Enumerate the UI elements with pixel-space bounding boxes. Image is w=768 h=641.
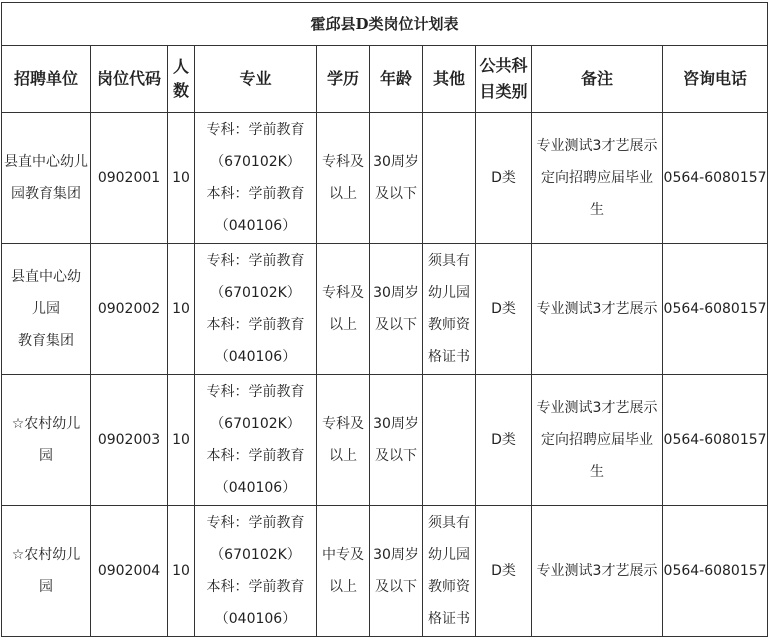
cell-major-line: （670102K） xyxy=(210,547,301,563)
cell-age-line: 30周岁 xyxy=(373,416,419,432)
cell-unit xyxy=(2,244,91,375)
cell-phone: 0564-6080157 xyxy=(663,244,768,375)
cell-other xyxy=(423,244,476,375)
cell-remark-line: 生 xyxy=(590,464,604,480)
cell-edu xyxy=(317,113,370,244)
cell-major-line: 专科：学前教育 xyxy=(206,515,305,531)
cell-major xyxy=(195,244,317,375)
cell-other-line: 教师资 xyxy=(428,317,470,333)
table-title: 霍邱县D类岗位计划表 xyxy=(2,3,768,46)
cell-age-line: 及以下 xyxy=(375,317,417,333)
cell-major xyxy=(195,375,317,506)
cell-edu xyxy=(317,375,370,506)
cell-edu-line: 以上 xyxy=(329,186,357,202)
cell-remark xyxy=(532,506,663,637)
cell-count: 10 xyxy=(168,113,195,244)
cell-remark xyxy=(532,113,663,244)
cell-edu-line: 以上 xyxy=(329,579,357,595)
cell-category: D类 xyxy=(476,113,532,244)
cell-unit xyxy=(2,113,91,244)
cell-count: 10 xyxy=(168,244,195,375)
cell-remark xyxy=(532,244,663,375)
cell-age xyxy=(370,113,423,244)
cell-phone: 0564-6080157 xyxy=(663,375,768,506)
cell-other-line: 幼儿园 xyxy=(428,285,470,301)
col-header-category-text: 公共科目类别 xyxy=(479,56,528,101)
col-header-major: 专业 xyxy=(195,46,317,113)
cell-remark-line: 专业测试3才艺展示 xyxy=(536,138,658,154)
cell-edu-line: 专科及 xyxy=(322,285,364,301)
cell-other-line: 格证书 xyxy=(428,349,470,365)
cell-category: D类 xyxy=(476,375,532,506)
cell-age xyxy=(370,244,423,375)
cell-major-line: 专科：学前教育 xyxy=(206,122,305,138)
cell-code: 0902003 xyxy=(91,375,168,506)
cell-phone: 0564-6080157 xyxy=(663,506,768,637)
cell-count: 10 xyxy=(168,506,195,637)
cell-unit-line: 园教育集团 xyxy=(11,186,81,202)
cell-unit xyxy=(2,375,91,506)
cell-unit xyxy=(2,506,91,637)
cell-unit-line: 儿园 xyxy=(32,301,60,317)
cell-edu-line: 中专及 xyxy=(322,547,364,563)
col-header-unit: 招聘单位 xyxy=(2,46,91,113)
cell-major-line: 本科：学前教育 xyxy=(206,448,305,464)
cell-unit-line: 县直中心幼儿 xyxy=(4,154,88,170)
cell-age-line: 30周岁 xyxy=(373,547,419,563)
cell-unit-line: ☆农村幼儿 xyxy=(11,547,81,563)
cell-remark xyxy=(532,375,663,506)
cell-edu-line: 专科及 xyxy=(322,154,364,170)
cell-remark-line: 专业测试3才艺展示 xyxy=(536,301,658,317)
col-header-count xyxy=(168,46,195,113)
cell-other xyxy=(423,375,476,506)
cell-major-line: 本科：学前教育 xyxy=(206,186,305,202)
col-header-edu: 学历 xyxy=(317,46,370,113)
cell-age-line: 及以下 xyxy=(375,579,417,595)
cell-code: 0902001 xyxy=(91,113,168,244)
col-header-remark: 备注 xyxy=(532,46,663,113)
title-row xyxy=(2,3,768,46)
table-row xyxy=(2,375,768,506)
table-row xyxy=(2,113,768,244)
col-header-age: 年龄 xyxy=(370,46,423,113)
cell-category: D类 xyxy=(476,506,532,637)
cell-major-line: （040106） xyxy=(214,480,297,496)
cell-major-line: 本科：学前教育 xyxy=(206,317,305,333)
cell-major xyxy=(195,506,317,637)
table-row xyxy=(2,244,768,375)
cell-unit-line: ☆农村幼儿 xyxy=(11,416,81,432)
cell-edu xyxy=(317,244,370,375)
cell-other-line: 教师资 xyxy=(428,579,470,595)
cell-major-line: 专科：学前教育 xyxy=(206,253,305,269)
cell-age-line: 30周岁 xyxy=(373,154,419,170)
col-header-other: 其他 xyxy=(423,46,476,113)
cell-remark-line: 专业测试3才艺展示 xyxy=(536,400,658,416)
cell-major-line: （040106） xyxy=(214,611,297,627)
cell-edu-line: 以上 xyxy=(329,317,357,333)
col-header-code: 岗位代码 xyxy=(91,46,168,113)
cell-unit-line: 教育集团 xyxy=(18,333,74,349)
cell-unit-line: 县直中心幼 xyxy=(11,269,81,285)
cell-code: 0902002 xyxy=(91,244,168,375)
cell-major-line: 专科：学前教育 xyxy=(206,384,305,400)
col-header-count-text: 人数 xyxy=(173,57,190,100)
plan-table xyxy=(1,2,768,637)
cell-code: 0902004 xyxy=(91,506,168,637)
cell-age xyxy=(370,375,423,506)
plan-table-container xyxy=(1,2,767,637)
cell-remark-line: 生 xyxy=(590,202,604,218)
cell-other-line: 格证书 xyxy=(428,611,470,627)
cell-other xyxy=(423,113,476,244)
col-header-category xyxy=(476,46,532,113)
cell-edu-line: 以上 xyxy=(329,448,357,464)
cell-major-line: （040106） xyxy=(214,218,297,234)
cell-other-line: 须具有 xyxy=(428,253,470,269)
cell-major-line: （670102K） xyxy=(210,154,301,170)
cell-age-line: 30周岁 xyxy=(373,285,419,301)
cell-remark-line: 专业测试3才艺展示 xyxy=(536,563,658,579)
cell-remark-line: 定向招聘应届毕业 xyxy=(541,170,653,186)
cell-major xyxy=(195,113,317,244)
cell-category: D类 xyxy=(476,244,532,375)
cell-age-line: 及以下 xyxy=(375,448,417,464)
cell-age xyxy=(370,506,423,637)
col-header-phone: 咨询电话 xyxy=(663,46,768,113)
cell-unit-line: 园 xyxy=(39,579,53,595)
cell-age-line: 及以下 xyxy=(375,186,417,202)
cell-remark-line: 定向招聘应届毕业 xyxy=(541,432,653,448)
cell-major-line: 本科：学前教育 xyxy=(206,579,305,595)
cell-count: 10 xyxy=(168,375,195,506)
cell-unit-line: 园 xyxy=(39,448,53,464)
table-row xyxy=(2,506,768,637)
cell-major-line: （040106） xyxy=(214,349,297,365)
cell-major-line: （670102K） xyxy=(210,416,301,432)
cell-major-line: （670102K） xyxy=(210,285,301,301)
cell-phone: 0564-6080157 xyxy=(663,113,768,244)
cell-other-line: 须具有 xyxy=(428,515,470,531)
cell-edu xyxy=(317,506,370,637)
header-row xyxy=(2,46,768,113)
cell-other xyxy=(423,506,476,637)
cell-edu-line: 专科及 xyxy=(322,416,364,432)
cell-other-line: 幼儿园 xyxy=(428,547,470,563)
